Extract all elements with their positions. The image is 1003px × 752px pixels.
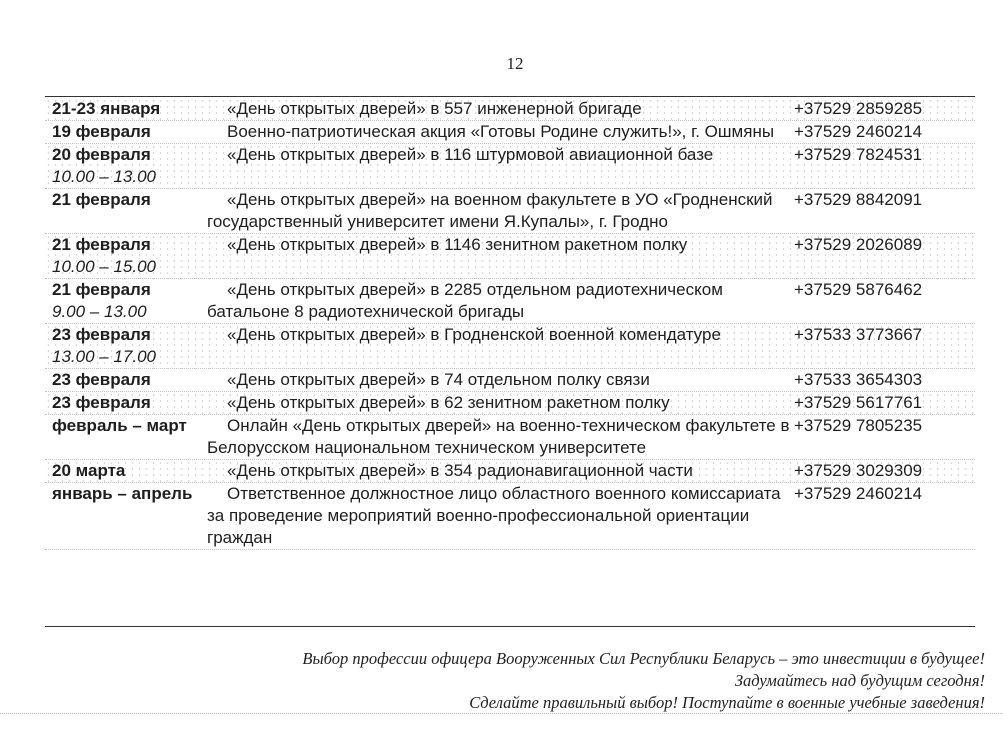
event-description: Ответственное должностное лицо областного военного комиссариата за проведение мероприятий военно-профессиональной ориентации граждан: [207, 484, 781, 547]
description-cell: [207, 189, 794, 233]
event-date: 20 марта: [52, 461, 126, 480]
description-cell: [207, 415, 794, 459]
event-date: 23 февраля: [52, 393, 151, 412]
table-row: [45, 369, 975, 392]
phone-cell: [794, 324, 974, 368]
contact-phone: +37529 7805235: [794, 416, 923, 435]
phone-cell: [794, 234, 974, 278]
event-date: 23 февраля: [52, 325, 151, 344]
phone-cell: [794, 392, 974, 414]
event-date: 20 февраля: [52, 145, 151, 164]
description-cell: [207, 121, 794, 143]
motto-line: Выбор профессии офицера Вооруженных Сил Республики Беларусь – это инвестиции в будущее!: [302, 649, 985, 668]
date-cell: [45, 483, 207, 549]
contact-phone: +37529 2460214: [794, 484, 923, 503]
motto-line: Сделайте правильный выбор! Поступайте в военные учебные заведения!: [469, 693, 985, 712]
page-number: 12: [506, 54, 524, 73]
date-cell: [45, 144, 207, 188]
table-row: [45, 189, 975, 234]
table-row: [45, 144, 975, 189]
date-cell: [45, 460, 207, 482]
phone-cell: [794, 98, 974, 120]
contact-phone: +37533 3773667: [794, 325, 923, 344]
contact-phone: +37529 2460214: [794, 122, 923, 141]
date-cell: [45, 415, 207, 459]
event-description: «День открытых дверей» в 1146 зенитном ракетном полку: [227, 235, 688, 254]
event-time: 10.00 – 15.00: [52, 257, 156, 276]
motto-block: [302, 648, 985, 714]
date-cell: [45, 324, 207, 368]
contact-phone: +37529 2859285: [794, 99, 923, 118]
event-date: 21 февраля: [52, 235, 151, 254]
description-cell: [207, 234, 794, 278]
contact-phone: +37529 7824531: [794, 145, 923, 164]
date-cell: [45, 189, 207, 233]
event-description: «День открытых дверей» на военном факультете в УО «Гродненский государственный университет имени Я.Купалы», г. Гродно: [207, 190, 773, 231]
table-row: [45, 460, 975, 483]
event-description: «День открытых дверей» в 116 штурмовой авиационной базе: [227, 145, 714, 164]
date-cell: [45, 121, 207, 143]
table-row: [45, 234, 975, 279]
event-time: 10.00 – 13.00: [52, 167, 156, 186]
event-date: 23 февраля: [52, 370, 151, 389]
table-row: [45, 392, 975, 415]
phone-cell: [794, 415, 974, 459]
table-row: [45, 279, 975, 324]
event-description: «День открытых дверей» в 74 отдельном полку связи: [227, 370, 650, 389]
table-top-rule: [45, 96, 975, 97]
description-cell: [207, 392, 794, 414]
event-date: 21 февраля: [52, 280, 151, 299]
event-date: 19 февраля: [52, 122, 151, 141]
table-row: [45, 483, 975, 550]
description-cell: [207, 460, 794, 482]
description-cell: [207, 98, 794, 120]
event-description: «День открытых дверей» в 557 инженерной бригаде: [227, 99, 642, 118]
table-row: [45, 98, 975, 121]
phone-cell: [794, 189, 974, 233]
event-description: Военно-патриотическая акция «Готовы Родине служить!», г. Ошмяны: [227, 122, 775, 141]
phone-cell: [794, 144, 974, 188]
event-date: февраль – март: [52, 416, 187, 435]
date-cell: [45, 392, 207, 414]
table-row: [45, 324, 975, 369]
table-row: [45, 415, 975, 460]
event-date: 21 февраля: [52, 190, 151, 209]
contact-phone: +37533 3654303: [794, 370, 923, 389]
event-time: 13.00 – 17.00: [52, 347, 156, 366]
description-cell: [207, 324, 794, 368]
event-date: 21-23 января: [52, 99, 161, 118]
contact-phone: +37529 3029309: [794, 461, 923, 480]
motto-line: Задумайтесь над будущим сегодня!: [734, 671, 985, 690]
table-bottom-rule: [45, 626, 975, 627]
event-description: «День открытых дверей» в 354 радионавигационной части: [227, 461, 693, 480]
date-cell: [45, 279, 207, 323]
date-cell: [45, 234, 207, 278]
table-row: [45, 121, 975, 144]
date-cell: [45, 98, 207, 120]
phone-cell: [794, 279, 974, 323]
contact-phone: +37529 8842091: [794, 190, 923, 209]
event-description: «День открытых дверей» в 62 зенитном ракетном полку: [227, 393, 670, 412]
page-divider: [0, 713, 1003, 714]
phone-cell: [794, 369, 974, 391]
description-cell: [207, 483, 794, 549]
event-description: «День открытых дверей» в 2285 отдельном радиотехническом батальоне 8 радиотехнической бригады: [207, 280, 723, 321]
date-cell: [45, 369, 207, 391]
contact-phone: +37529 2026089: [794, 235, 923, 254]
phone-cell: [794, 121, 974, 143]
description-cell: [207, 144, 794, 188]
events-table: [45, 98, 975, 550]
event-date: январь – апрель: [52, 484, 193, 503]
event-description: «День открытых дверей» в Гродненской военной комендатуре: [227, 325, 721, 344]
event-time: 9.00 – 13.00: [52, 302, 147, 321]
phone-cell: [794, 460, 974, 482]
contact-phone: +37529 5617761: [794, 393, 923, 412]
contact-phone: +37529 5876462: [794, 280, 923, 299]
event-description: Онлайн «День открытых дверей» на военно-техническом факультете в Белорусском национальном техническом университете: [207, 416, 790, 457]
description-cell: [207, 369, 794, 391]
description-cell: [207, 279, 794, 323]
phone-cell: [794, 483, 974, 549]
